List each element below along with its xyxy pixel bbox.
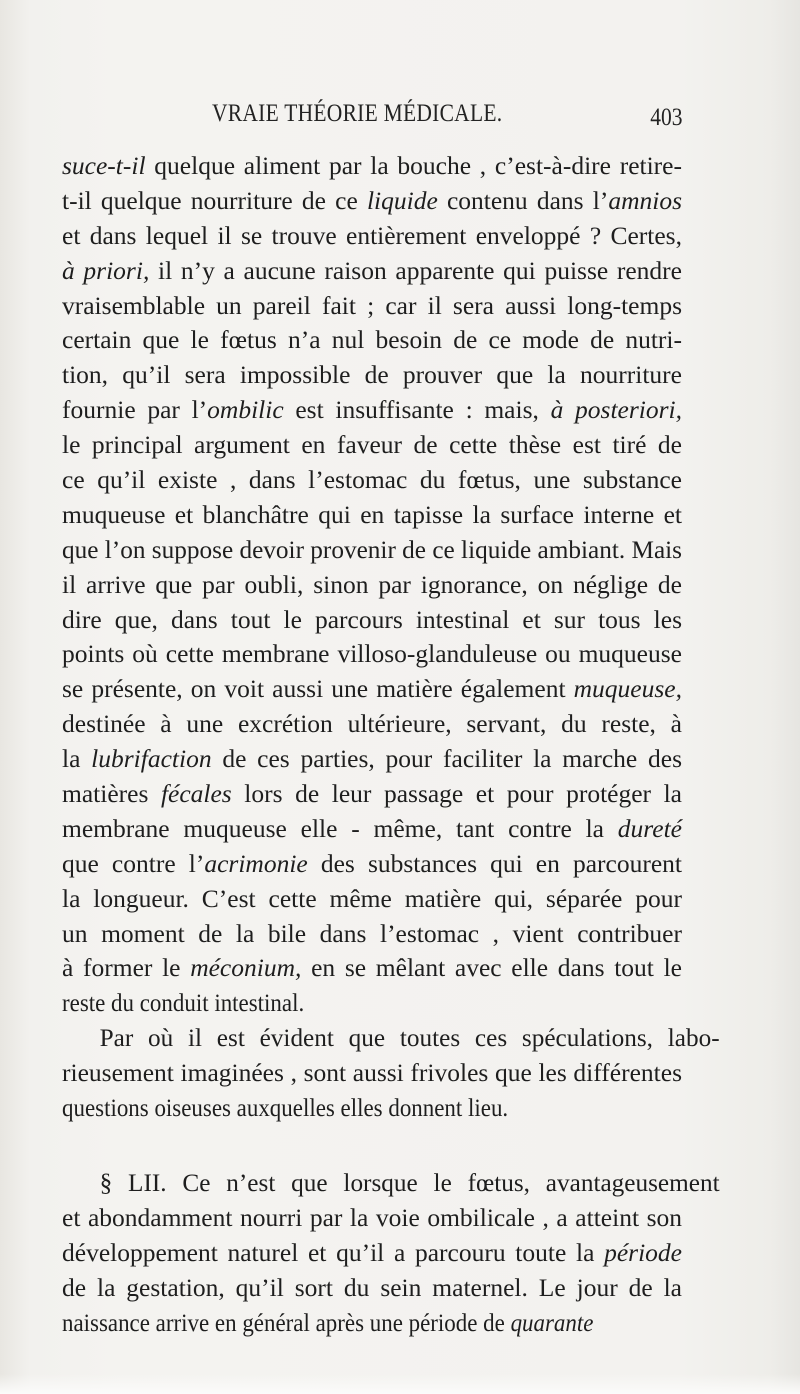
- text-line: [62, 428, 682, 463]
- text-line: [62, 986, 682, 1021]
- text-span: naissance arrive en général après une période de: [62, 1307, 511, 1337]
- italic-text: méconium,: [190, 953, 302, 983]
- text-span: se présente, on voit aussi une matière également: [62, 674, 574, 704]
- text-span: que l’on suppose devoir provenir de ce liquide ambiant. Mais: [62, 534, 683, 564]
- paragraph-gap: [62, 1126, 682, 1166]
- text-line: [62, 637, 682, 672]
- italic-text: à priori,: [62, 255, 150, 285]
- text-span: matières: [62, 779, 161, 809]
- text-span: vraisemblable un pareil fait ; car il sera aussi long-temps: [62, 290, 682, 320]
- text-line: [62, 1271, 682, 1306]
- text-line: [62, 847, 682, 882]
- italic-text: liquide: [366, 185, 438, 215]
- text-span: il arrive que par oubli, sinon par ignorance, on néglige de: [62, 569, 682, 599]
- page-number: 403: [649, 104, 682, 131]
- text-span: quelque aliment par la bouche , c’est-à-dire retire-: [145, 151, 682, 180]
- text-line: [62, 951, 682, 986]
- text-span: Par où il est évident que toutes ces spéculations, labo-: [99, 1023, 720, 1053]
- text-span: lors de leur passage et pour protéger la: [231, 779, 682, 809]
- italic-text: amnios: [608, 185, 682, 215]
- text-span: rieusement imaginées , sont aussi frivoles que les différentes: [62, 1058, 682, 1088]
- italic-text: ombilic: [207, 395, 284, 425]
- text-span: fournie par l’: [62, 395, 208, 425]
- text-line: [62, 1166, 720, 1201]
- text-line: [62, 1236, 682, 1271]
- paragraph: [62, 149, 682, 1021]
- italic-text: période: [604, 1237, 682, 1267]
- italic-text: muqueuse,: [573, 674, 682, 704]
- page-header: [62, 100, 682, 136]
- text-line: [62, 393, 682, 428]
- text-span: la: [62, 744, 92, 774]
- text-span: et dans lequel il se trouve entièrement enveloppé ? Certes,: [62, 220, 682, 250]
- text-span: t-il quelque nourriture de ce: [62, 185, 367, 215]
- text-line: [62, 1021, 720, 1056]
- text-span: et abondamment nourri par la voie ombilicale , a atteint son: [62, 1202, 682, 1232]
- text-line: [62, 882, 682, 917]
- text-line: [62, 498, 682, 533]
- running-title: VRAIE THÉORIE MÉDICALE.: [212, 100, 503, 127]
- text-span: points où cette membrane villoso-glanduleuse ou muqueuse: [62, 639, 682, 669]
- paragraph: [62, 1021, 720, 1126]
- text-line: [62, 1306, 682, 1341]
- body-text: [62, 149, 720, 1340]
- text-line: [62, 568, 682, 603]
- text-line: [62, 219, 682, 254]
- italic-text: quarante: [510, 1307, 594, 1337]
- italic-text: dureté: [617, 813, 682, 843]
- italic-text: suce-t-il: [62, 151, 146, 180]
- text-span: ce qu’il existe , dans l’estomac du fœtus, une substance: [62, 465, 682, 495]
- text-span: de ces parties, pour faciliter la marche des: [211, 744, 682, 774]
- text-line: [62, 1091, 682, 1126]
- text-span: destinée à une excrétion ultérieure, servant, du reste, à: [62, 709, 682, 739]
- text-span: que contre l’: [62, 848, 205, 878]
- text-span: dire que, dans tout le parcours intestinal et sur tous les: [62, 604, 682, 634]
- text-span: développement naturel et qu’il a parcouru toute la: [62, 1237, 605, 1267]
- text-span: de la gestation, qu’il sort du sein maternel. Le jour de la: [62, 1272, 682, 1302]
- text-span: membrane muqueuse elle - même, tant contre la: [62, 813, 618, 843]
- text-span: muqueuse et blanchâtre qui en tapisse la surface interne et: [62, 499, 682, 529]
- text-line: [62, 254, 682, 289]
- text-line: [62, 707, 682, 742]
- text-span: certain que le fœtus n’a nul besoin de ce mode de nutri-: [62, 325, 682, 355]
- text-span: la longueur. C’est cette même matière qui, séparée pour: [62, 883, 682, 913]
- text-span: questions oiseuses auxquelles elles donnent lieu.: [62, 1093, 509, 1123]
- text-span: à former le: [62, 953, 191, 983]
- text-span: des substances qui en parcourent: [307, 848, 682, 878]
- text-line: [62, 533, 682, 568]
- text-line: [62, 742, 682, 777]
- text-line: [62, 672, 682, 707]
- text-span: contenu dans l’: [437, 185, 609, 215]
- text-span: reste du conduit intestinal.: [62, 988, 305, 1018]
- text-span: un moment de la bile dans l’estomac , vient contribuer: [62, 918, 682, 948]
- text-line: [62, 184, 682, 219]
- italic-text: lubrifaction: [91, 744, 212, 774]
- text-line: [62, 917, 682, 952]
- text-span: tion, qu’il sera impossible de prouver que la nourriture: [62, 360, 682, 390]
- text-span: en se mêlant avec elle dans tout le: [301, 953, 682, 983]
- text-line: [62, 1056, 682, 1091]
- italic-text: fécales: [160, 779, 232, 809]
- text-span: est insuffisante : mais,: [283, 395, 551, 425]
- paragraph: [62, 1166, 720, 1340]
- text-line: [62, 777, 682, 812]
- text-line: [62, 323, 682, 358]
- text-span: il n’y a aucune raison apparente qui puisse rendre: [149, 255, 682, 285]
- page-edge: [0, 1374, 800, 1394]
- text-line: [62, 463, 682, 498]
- text-span: le principal argument en faveur de cette thèse est tiré de: [62, 430, 682, 460]
- text-line: [62, 289, 682, 324]
- text-line: [62, 358, 682, 393]
- italic-text: acrimonie: [204, 848, 308, 878]
- text-span: § LII. Ce n’est que lorsque le fœtus, avantageusement: [99, 1167, 720, 1197]
- text-line: [62, 603, 682, 638]
- text-line: [62, 812, 682, 847]
- text-line: [62, 149, 682, 184]
- italic-text: à posteriori,: [550, 395, 682, 425]
- text-line: [62, 1201, 682, 1236]
